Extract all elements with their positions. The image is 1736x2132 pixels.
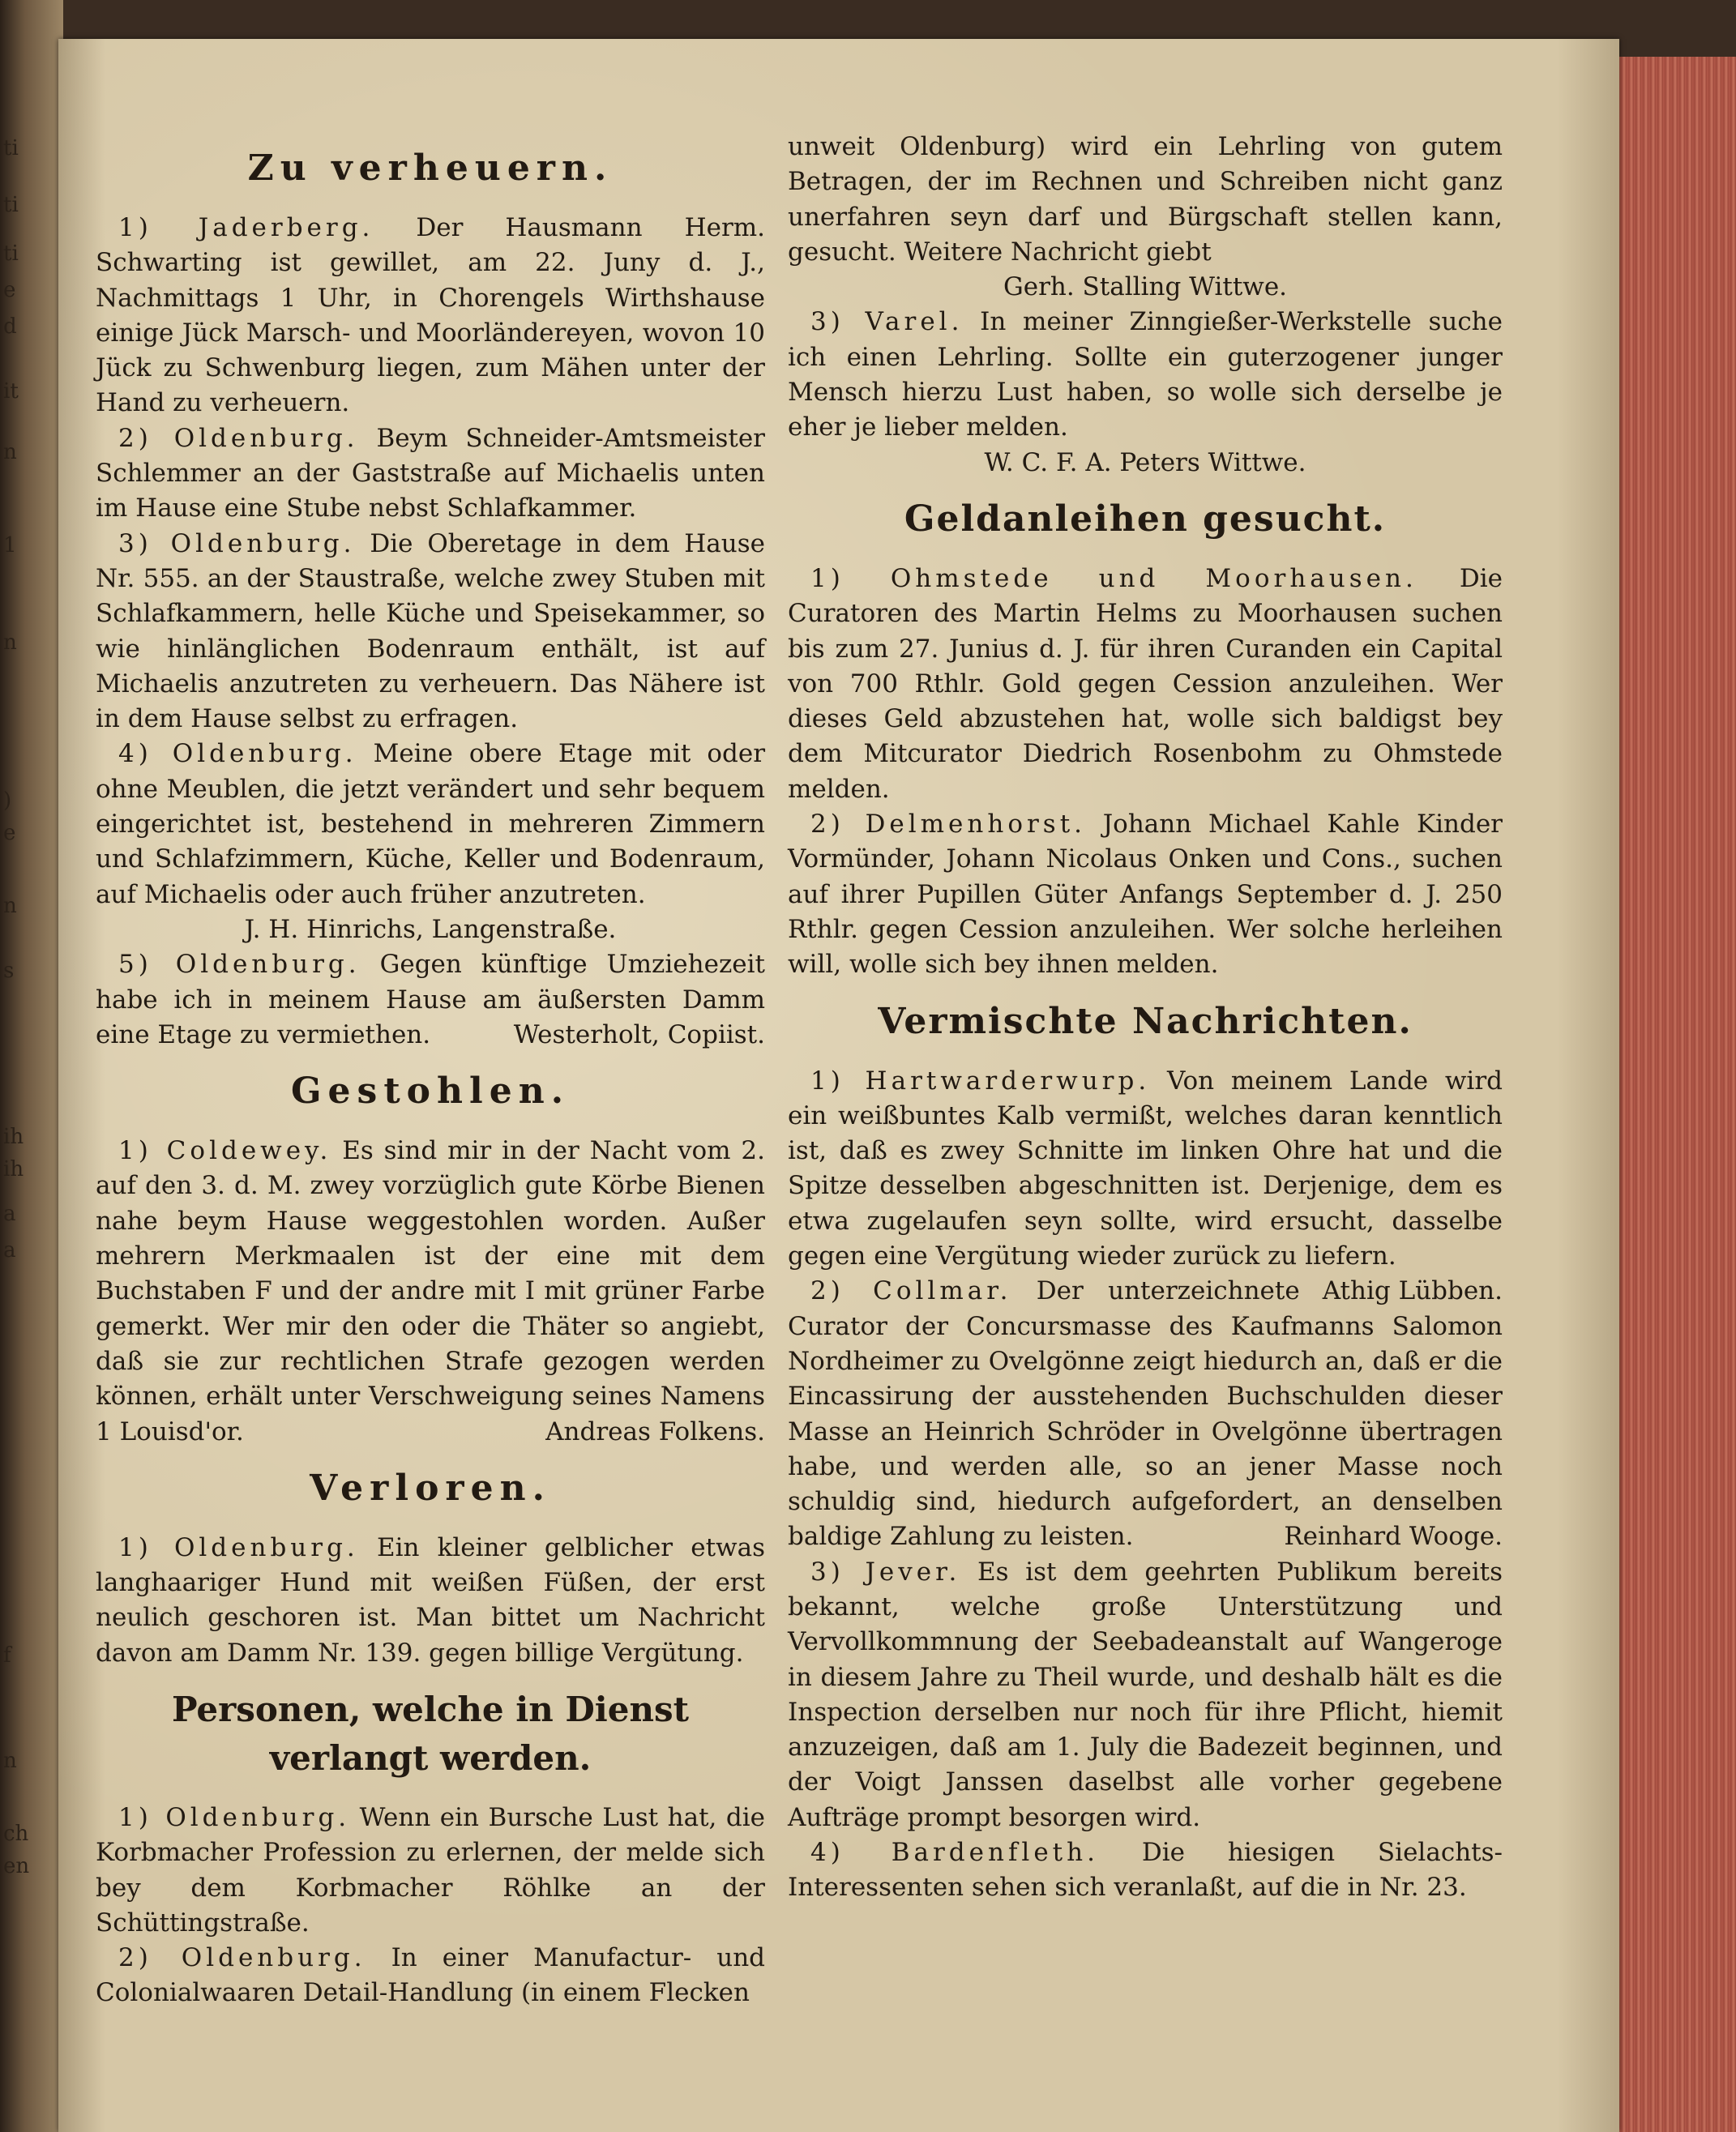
notice-varel xyxy=(788,305,1503,445)
notice-place: 3) Oldenburg. xyxy=(118,528,356,558)
notice-place: 2) Oldenburg. xyxy=(118,1943,366,1973)
notice-oldenburg-oberetage xyxy=(96,527,765,737)
notice-place: 1) Hartwarderwurp. xyxy=(810,1066,1151,1096)
notice-oldenburg-vermiethen xyxy=(96,947,765,1053)
notice-text: Es sind mir in der Nacht vom 2. auf den 3. d. M. zwey vorzüglich gute Körbe Bienen nahe beym Hause weggestohlen worden. Außer mehrern Merkmaalen ist der eine mit dem Buchstaben F und der andre mit I mit grüner Farbe gemerkt. Wer mir den oder die Thäter so angiebt, daß sie zur rechtlichen Strafe gezogen werden können, erhält unter Verschweigung seines Namens 1 Louisd'or. xyxy=(96,1136,765,1446)
margin-fragment: ih xyxy=(3,1125,24,1149)
notice-signature: W. C. F. A. Peters Wittwe. xyxy=(984,447,1306,477)
notice-collmar xyxy=(788,1274,1503,1554)
notice-place: 1) Ohmstede und Moorhausen. xyxy=(810,563,1417,593)
notice-signature: Reinhard Wooge. xyxy=(1284,1522,1503,1552)
notice-bardenfleth xyxy=(788,1835,1503,1906)
page-stack-edge xyxy=(1619,57,1736,2132)
notice-oldenburg-stube xyxy=(96,421,765,527)
notice-place: 1) Oldenburg. xyxy=(118,1802,351,1832)
notice-text: Wenn ein Bursche Lust hat, die Korbmacher Profession zu erlernen, der melde sich bey dem Korbmacher Röhlke an der Schüttingstraße. xyxy=(96,1802,765,1938)
notice-text: Der Hausmann Herm. Schwarting ist gewillet, am 22. Juny d. J., Nachmittags 1 Uhr, in Chorengels Wirthshause einige Jück Marsch- und Moorländereyen, wovon 10 Jück zu Schwenburg liegen, zum Mähen unter der Hand zu verheuern. xyxy=(96,213,766,418)
notice-text: Gegen künftige Umziehezeit habe ich in meinem Hause am äußersten Damm eine Etage zu vermiethen. xyxy=(96,950,766,1049)
margin-fragment: n xyxy=(3,440,17,464)
notice-coldewey xyxy=(96,1134,765,1450)
notice-text: Johann Michael Kahle Kinder Vormünder, Johann Nicolaus Onken und Cons., suchen auf ihrer Pupillen Güter Anfangs September d. J. 250 Rthlr. gegen Cession anzuleihen. Wer solche herleihen will, wolle sich bey ihnen melden. xyxy=(788,810,1503,980)
margin-fragment: a xyxy=(3,1238,16,1263)
notice-place: 2) Oldenburg. xyxy=(118,423,359,453)
notice-place: 4) Oldenburg. xyxy=(118,739,357,769)
notice-text: unweit Oldenburg) wird ein Lehrling von gutem Betragen, der im Rechnen und Schreiben nicht ganz unerfahren seyn darf und Bürgschaft stellen kann, gesucht. Weitere Nachricht giebt xyxy=(788,132,1503,267)
margin-fragment: e xyxy=(3,821,16,845)
notice-place: 1) Jaderberg. xyxy=(118,213,374,242)
margin-fragment: a xyxy=(3,1202,16,1226)
notice-text: Es ist dem geehrten Publikum bereits bekannt, welche große Unterstützung und Vervollkommnung der Seebadeanstalt auf Wangeroge in diesem Jahre zu Theil wurde, und deshalb hält es die Inspection derselben nur noch für ihre Pflicht, hiemit anzuzeigen, daß am 1. July die Badezeit beginnen, und der Voigt Janssen daselbst alle vorher gegebene Aufträge prompt besorgen wird. xyxy=(788,1557,1503,1832)
margin-fragment: ti xyxy=(3,193,19,217)
notice-jever xyxy=(788,1555,1503,1835)
margin-fragment: d xyxy=(3,314,17,339)
previous-page-edge xyxy=(0,0,63,2132)
heading-personen: Personen, welche in Dienst verlangt werden. xyxy=(171,1689,690,1778)
notice-oldenburg-korbmacher xyxy=(96,1801,765,1941)
notice-ohmstede xyxy=(788,562,1503,807)
notice-text: Meine obere Etage mit oder ohne Meublen, die jetzt verändert und sehr bequem eingerichtet ist, bestehend in mehreren Zimmern und Schlafzimmern, Küche, Keller und Bodenraum, auf Michaelis oder auch früher anzutreten. xyxy=(96,739,766,909)
newspaper-page xyxy=(58,39,1619,2132)
notice-text: Der unterzeichnete Curator der Concursmasse des Kaufmanns Salomon Nordheimer zu Ovelgönne zeigt hiedurch an, daß er die Eincassirung der ausstehenden Buchschulden dieser Masse an Heinrich Schröder in Ovelgönne übertragen habe, und werden alle, so an jener Masse noch schuldig sind, hiedurch aufgefordert, an denselben baldige Zahlung zu leisten. xyxy=(788,1276,1503,1552)
notice-text: Ein kleiner gelblicher etwas langhaariger Hund mit weißen Füßen, der erst neulich geschoren ist. Man bittet um Nachricht davon am Damm Nr. 139. gegen billige Vergütung. xyxy=(96,1532,765,1668)
notice-text: Beym Schneider-Amtsmeister Schlemmer an der Gaststraße auf Michaelis unten im Hause eine Stube nebst Schlafkammer. xyxy=(96,423,766,523)
notice-signature: J. H. Hinrichs, Langenstraße. xyxy=(244,914,617,944)
margin-fragment: e xyxy=(3,278,16,302)
notice-oldenburg-lehrling xyxy=(96,1941,765,2011)
notice-text: Die hiesigen Sielachts-Interessenten sehen sich veranlaßt, auf die in Nr. 23. xyxy=(788,1838,1503,1903)
notice-place: 1) Coldewey. xyxy=(118,1136,332,1166)
notice-place: 5) Oldenburg. xyxy=(118,950,361,980)
notice-text: Die Oberetage in dem Hause Nr. 555. an der Staustraße, welche zwey Stuben mit Schlafkammern, helle Küche und Speisekammer, so wie hinlänglichen Bodenraum enthält, ist auf Michaelis anzutreten zu verheuern. Das Nähere ist in dem Hause selbst zu erfragen. xyxy=(96,528,766,734)
notice-signature: Andreas Folkens. xyxy=(545,1416,765,1446)
margin-fragment: n xyxy=(3,630,17,655)
margin-fragment: s xyxy=(3,959,15,983)
notice-place: 1) Oldenburg. xyxy=(118,1532,359,1562)
notice-place: 4) Bardenfleth. xyxy=(810,1838,1099,1868)
notice-text: Von meinem Lande wird ein weißbuntes Kalb vermißt, welches daran kenntlich ist, daß es zwey Schnitte im linken Ohre hat und die Spitze desselben abgeschnitten ist. Derjenige, dem es etwa zugelaufen seyn sollte, wird ersucht, dasselbe gegen eine Vergütung wieder zurück zu liefern. xyxy=(788,1066,1503,1271)
heading-geldanleihen: Geldanleihen gesucht. xyxy=(904,498,1387,540)
margin-fragment: ti xyxy=(3,241,19,266)
notice-jaderberg xyxy=(96,211,765,421)
heading-verloren: Verloren. xyxy=(310,1467,551,1509)
margin-fragment: ih xyxy=(3,1157,24,1181)
notice-oldenburg-etage xyxy=(96,737,765,912)
heading-vermischte-nachrichten: Vermischte Nachrichten. xyxy=(878,1000,1413,1042)
notice-place: 3) Varel. xyxy=(810,307,964,337)
notice-oldenburg-hund xyxy=(96,1531,765,1671)
notice-place: 3) Jever. xyxy=(810,1557,961,1587)
margin-fragment: f xyxy=(3,1643,11,1668)
notice-signature: Westerholt, Copiist. xyxy=(513,1019,765,1049)
notice-delmenhorst xyxy=(788,807,1503,982)
margin-fragment: ch xyxy=(3,1822,29,1846)
heading-zu-verheuern: Zu verheuern. xyxy=(247,147,614,189)
right-column xyxy=(788,130,1503,1906)
margin-fragment: n xyxy=(3,894,17,918)
left-column xyxy=(96,130,765,2011)
margin-fragment: 1 xyxy=(3,533,17,558)
margin-fragment: ti xyxy=(3,136,19,160)
notice-text: In einer Manufactur- und Colonialwaaren Detail-Handlung (in einem Flecken xyxy=(96,1943,765,2008)
notice-signature: Gerh. Stalling Wittwe. xyxy=(1003,272,1288,302)
margin-fragment: it xyxy=(3,379,19,404)
notice-signature: Athig Lübben. xyxy=(1322,1276,1503,1306)
notice-lehrling-continued xyxy=(788,130,1503,270)
margin-fragment: n xyxy=(3,1749,17,1773)
notice-text: In meiner Zinngießer-Werkstelle suche ich einen Lehrling. Sollte ein guterzogener junger Mensch hierzu Lust haben, so wolle sich derselbe je eher je lieber melden. xyxy=(788,307,1503,442)
notice-place: 2) Collmar. xyxy=(810,1276,1012,1306)
notice-place: 2) Delmenhorst. xyxy=(810,810,1087,840)
heading-gestohlen: Gestohlen. xyxy=(290,1070,571,1113)
margin-fragment: en xyxy=(3,1854,30,1878)
margin-fragment: ) xyxy=(3,788,12,813)
notice-text: Die Curatoren des Martin Helms zu Moorhausen suchen bis zum 27. Junius d. J. für ihren Curanden ein Capital von 700 Rthlr. Gold gegen Cession anzuleihen. Wer dieses Geld abzustehen hat, wolle sich baldigst bey dem Mitcurator Diedrich Rosenbohm zu Ohmstede melden. xyxy=(788,563,1503,804)
